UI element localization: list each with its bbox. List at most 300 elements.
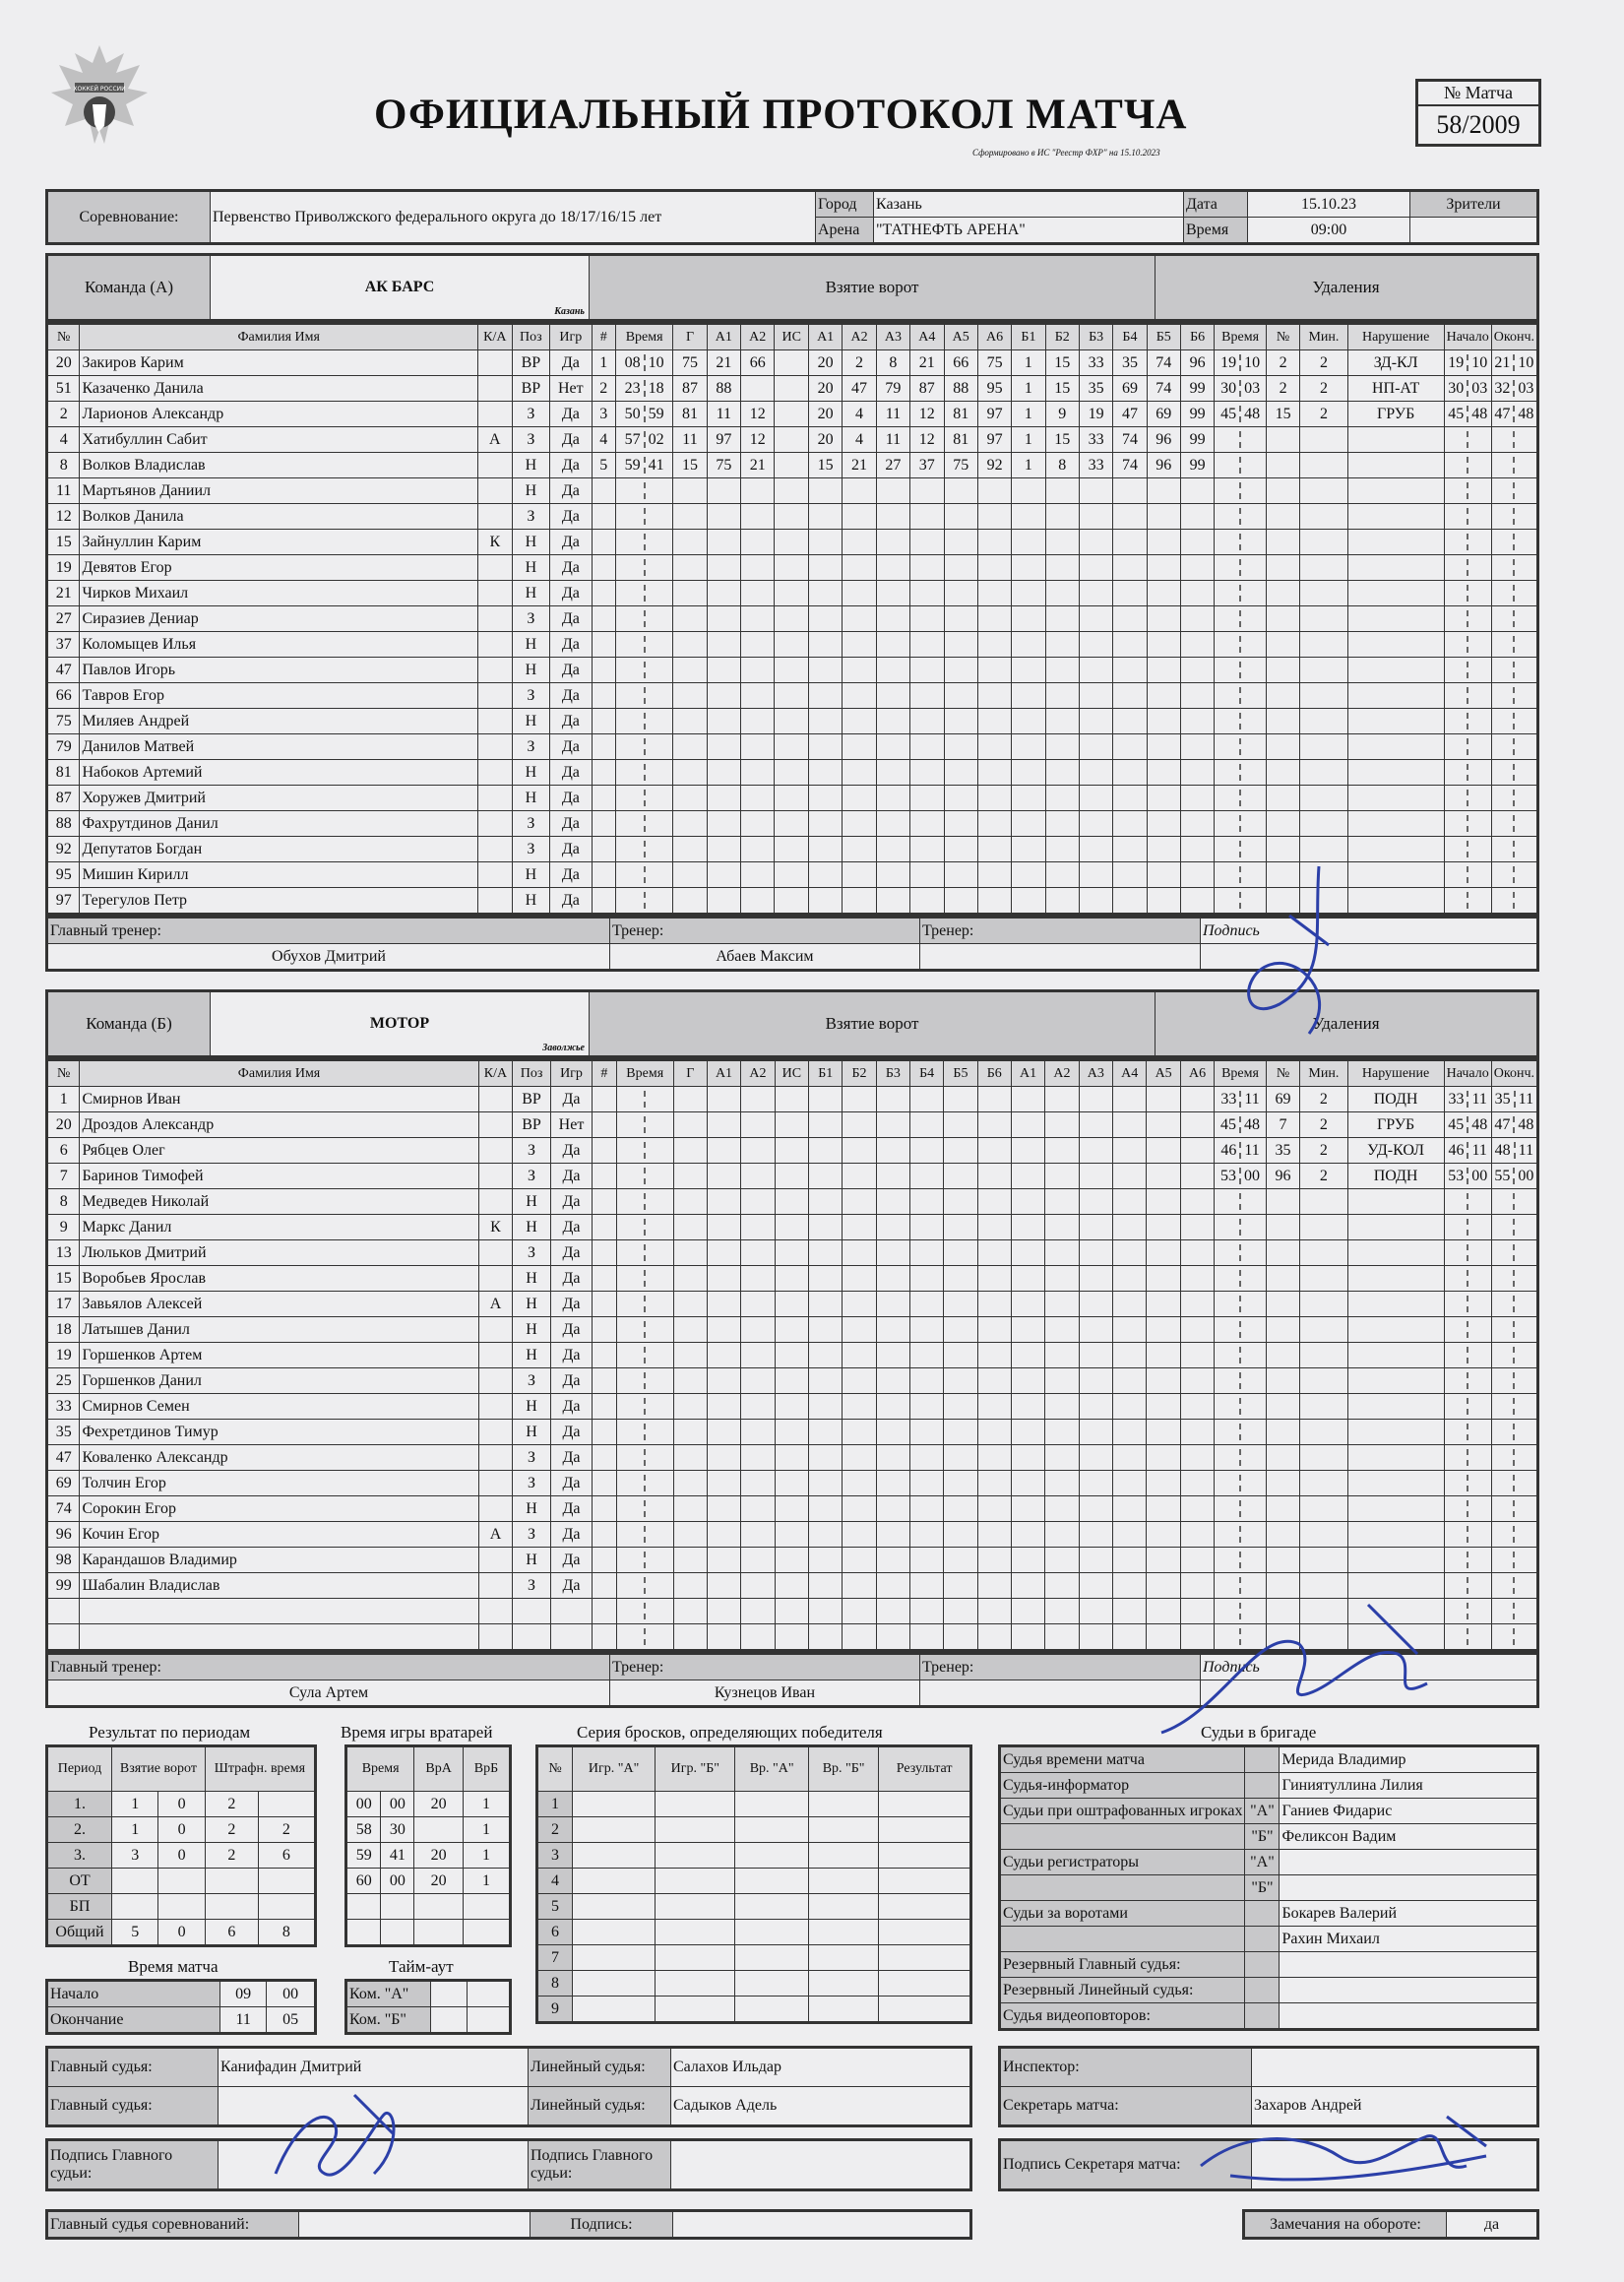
penalty-player <box>1266 1343 1299 1368</box>
goal-cell <box>775 1394 809 1420</box>
goal-cell <box>592 888 615 915</box>
table-row <box>47 1869 316 1894</box>
player-captain <box>477 350 512 376</box>
player-position: З <box>513 1573 550 1599</box>
goal-cell <box>775 427 809 453</box>
goal-cell <box>910 888 944 915</box>
penalty-minutes <box>1300 1292 1347 1317</box>
player-name: Мартьянов Даниил <box>80 478 478 504</box>
goal-cell <box>977 1445 1011 1471</box>
goal-cell <box>775 478 809 504</box>
penalty-start-sec <box>1467 713 1471 729</box>
goal-cell <box>673 837 707 862</box>
player-name: Мишин Кирилл <box>80 862 478 888</box>
goal-cell <box>1011 1292 1044 1317</box>
goal-cell: 92 <box>977 453 1011 478</box>
ref-team <box>1245 1773 1280 1799</box>
penalty-time <box>1215 1292 1267 1317</box>
table-row <box>537 1971 971 1997</box>
goal-cell <box>843 1624 876 1651</box>
signature-table <box>45 2138 972 2191</box>
goal-cell <box>1079 1624 1112 1651</box>
goal-time <box>616 1343 673 1368</box>
goal-cell <box>673 1138 707 1164</box>
shootout-title: Серия бросков, определяющих победителя <box>577 1723 883 1742</box>
goal-cell <box>1180 1471 1214 1496</box>
penalty-time <box>1215 1368 1267 1394</box>
goal-cell <box>910 606 944 632</box>
penalty-start-sec <box>1467 1603 1471 1619</box>
goal-cell <box>741 1317 775 1343</box>
goal-cell <box>944 786 977 811</box>
goal-cell: 74 <box>1113 453 1147 478</box>
goal-cell <box>944 1522 977 1548</box>
shootout-cell <box>879 1971 971 1997</box>
goal-cell <box>593 1445 616 1471</box>
goal-cell <box>673 530 707 555</box>
goal-time-sec <box>644 1116 649 1133</box>
goal-cell <box>977 1240 1011 1266</box>
goal-cell <box>1180 1522 1214 1548</box>
penalty-start <box>1444 1471 1491 1496</box>
goal-cell <box>1011 1522 1044 1548</box>
goal-cell <box>977 1164 1011 1189</box>
goal-cell <box>775 402 809 427</box>
goal-cell <box>592 632 615 658</box>
penalty-infraction <box>1347 453 1444 478</box>
penalty-end-sec: 00 <box>1513 1168 1533 1184</box>
goal-cell <box>707 1112 740 1138</box>
goal-cell <box>593 1394 616 1420</box>
goal-cell <box>809 1240 843 1266</box>
goal-cell <box>944 683 977 709</box>
secretary-signature <box>1191 2107 1506 2215</box>
penalty-time <box>1215 1189 1267 1215</box>
goal-cell <box>775 709 809 734</box>
goal-cell <box>910 555 944 581</box>
penalty-minutes <box>1300 1522 1347 1548</box>
goal-cell <box>1147 1087 1180 1112</box>
goal-cell <box>673 1112 707 1138</box>
penalty-minutes <box>1300 1317 1347 1343</box>
goal-cell <box>673 1445 707 1471</box>
goal-cell <box>1079 1292 1112 1317</box>
goal-cell <box>876 1471 909 1496</box>
goal-cell <box>1147 1112 1180 1138</box>
penalty-start-min: 30 <box>1448 379 1465 397</box>
goal-cell <box>876 1266 909 1292</box>
penalty-end <box>1491 453 1537 478</box>
player-position: Н <box>512 786 549 811</box>
goal-cell <box>1147 478 1180 504</box>
player-number: 20 <box>47 1112 80 1138</box>
penalty-end <box>1491 606 1537 632</box>
shootout-cell <box>808 1894 878 1920</box>
team-a-col-goal-17: Б6 <box>1180 324 1214 350</box>
goal-cell: 4 <box>843 427 876 453</box>
gk-value: 58 <box>346 1817 381 1843</box>
goal-cell: 33 <box>1079 350 1112 376</box>
goal-cell <box>876 862 909 888</box>
penalty-end-min: 55 <box>1494 1167 1511 1184</box>
goal-cell <box>876 1368 909 1394</box>
goal-cell <box>1012 760 1045 786</box>
player-captain <box>477 453 512 478</box>
goal-cell <box>741 837 775 862</box>
goal-time-sec <box>644 1526 649 1543</box>
goal-cell <box>910 786 944 811</box>
goal-cell <box>1147 581 1180 606</box>
goal-cell <box>1079 1548 1112 1573</box>
goal-cell: 87 <box>910 376 944 402</box>
coach-signature <box>1220 856 1368 1053</box>
penalty-time-sec <box>1239 1347 1244 1363</box>
player-name: Карандашов Владимир <box>80 1548 478 1573</box>
period-value: 2 <box>258 1817 315 1843</box>
penalty-time <box>1215 734 1267 760</box>
team-b-col-goal-3: А1 <box>707 1060 740 1087</box>
goal-cell <box>1180 1112 1214 1138</box>
team-b-goals-title: Взятие ворот <box>590 991 1156 1057</box>
timeout-b-label: Ком. "Б" <box>346 2007 431 2034</box>
penalty-start-sec <box>1467 1398 1471 1415</box>
goal-cell <box>741 1368 775 1394</box>
start-label: Начало <box>47 1981 220 2007</box>
penalty-time <box>1215 1164 1267 1189</box>
team-a-col-pen-4: Начало <box>1444 324 1491 350</box>
goal-cell <box>592 786 615 811</box>
goal-cell <box>1045 1624 1079 1651</box>
goal-cell <box>1011 1215 1044 1240</box>
goal-cell <box>707 1368 740 1394</box>
goal-cell: 88 <box>944 376 977 402</box>
goal-cell <box>1079 811 1112 837</box>
start-hh: 09 <box>220 1981 267 2007</box>
goal-cell <box>1011 1240 1044 1266</box>
goal-cell <box>910 530 944 555</box>
goal-time <box>616 1138 673 1164</box>
ref-role: Судья видеоповторов: <box>1000 2003 1245 2030</box>
goal-cell <box>1180 1266 1214 1292</box>
table-row <box>1000 1799 1538 1824</box>
goal-cell <box>1045 888 1079 915</box>
goal-cell <box>977 1292 1011 1317</box>
team-a-coach-label-2: Тренер: <box>920 918 1201 944</box>
player-played: Да <box>550 1087 592 1112</box>
goal-cell <box>1180 530 1214 555</box>
penalty-end <box>1491 1087 1537 1112</box>
goal-cell <box>1180 683 1214 709</box>
table-row <box>537 1843 971 1869</box>
goal-cell <box>1011 1624 1044 1651</box>
goal-cell <box>876 1292 909 1317</box>
goal-cell <box>775 1368 809 1394</box>
penalty-time <box>1215 1496 1267 1522</box>
penalty-infraction <box>1347 1522 1444 1548</box>
penalty-end <box>1491 376 1537 402</box>
penalty-time-sec <box>1239 482 1244 499</box>
penalty-end-sec: 48 <box>1513 406 1533 422</box>
goal-cell <box>1045 837 1079 862</box>
table-row <box>346 1869 511 1894</box>
shootout-col-3: Вр. "А" <box>735 1746 809 1792</box>
penalty-start-sec <box>1467 892 1471 909</box>
penalty-end-sec <box>1513 1244 1518 1261</box>
goal-cell <box>593 1343 616 1368</box>
goal-cell <box>1012 837 1045 862</box>
goal-cell <box>1079 1420 1112 1445</box>
goal-cell: 99 <box>1180 402 1214 427</box>
player-name: Закиров Карим <box>80 350 478 376</box>
player-number: 18 <box>47 1317 80 1343</box>
player-name: Смирнов Иван <box>80 1087 478 1112</box>
player-played: Да <box>550 350 592 376</box>
period-name: 3. <box>47 1843 112 1869</box>
goal-cell <box>1012 786 1045 811</box>
team-b-col-pen-2: Мин. <box>1300 1060 1347 1087</box>
goal-cell <box>808 632 842 658</box>
team-b-col-goal-1: Время <box>616 1060 673 1087</box>
table-row <box>47 1138 1538 1164</box>
goal-cell: 81 <box>944 402 977 427</box>
goal-cell <box>707 1522 740 1548</box>
goal-cell <box>1147 709 1180 734</box>
penalty-time-sec <box>1239 585 1244 602</box>
penalty-player <box>1266 581 1299 606</box>
team-b-col-pen-5: Оконч. <box>1491 1060 1537 1087</box>
penalty-infraction <box>1347 658 1444 683</box>
shootout-number: 3 <box>537 1843 573 1869</box>
penalty-start <box>1444 1445 1491 1471</box>
goal-cell <box>707 683 740 709</box>
goal-cell <box>808 888 842 915</box>
player-number: 7 <box>47 1164 80 1189</box>
penalty-time-sec: 00 <box>1239 1168 1260 1184</box>
penalty-time-sec <box>1239 738 1244 755</box>
team-a-col-goal-5: ИС <box>775 324 809 350</box>
table-row <box>47 376 1538 402</box>
penalty-start <box>1444 1522 1491 1548</box>
penalty-player <box>1266 1368 1299 1394</box>
penalty-start-min: 53 <box>1448 1167 1465 1184</box>
goal-time <box>615 683 672 709</box>
penalty-player <box>1266 555 1299 581</box>
penalty-end-sec <box>1513 610 1518 627</box>
goal-cell <box>775 530 809 555</box>
team-a-col-player-2: К/А <box>477 324 512 350</box>
penalty-start <box>1444 1138 1491 1164</box>
goal-cell <box>741 1215 775 1240</box>
goal-time-sec <box>644 866 649 883</box>
goal-cell <box>977 606 1011 632</box>
goal-cell <box>843 683 876 709</box>
goal-cell <box>977 1189 1011 1215</box>
goal-time-sec <box>644 1244 649 1261</box>
table-row <box>47 1817 316 1843</box>
player-captain <box>477 581 512 606</box>
goal-cell <box>1180 1394 1214 1420</box>
goal-time <box>616 1548 673 1573</box>
penalty-minutes <box>1300 1215 1347 1240</box>
goal-cell <box>707 1573 740 1599</box>
player-number: 95 <box>47 862 80 888</box>
team-b-col-goal-16: А5 <box>1147 1060 1180 1087</box>
goal-cell: 8 <box>1045 453 1079 478</box>
refs-table <box>998 1744 1539 2031</box>
goal-time <box>615 862 672 888</box>
goal-cell <box>673 1292 707 1317</box>
goal-time-sec <box>644 1091 649 1108</box>
gk-value <box>346 1920 381 1946</box>
table-row <box>47 1420 1538 1445</box>
goal-cell <box>1180 1317 1214 1343</box>
goal-cell <box>909 1599 943 1624</box>
player-position: Н <box>512 581 549 606</box>
penalty-start-sec <box>1467 1321 1471 1338</box>
goal-cell <box>1045 1189 1079 1215</box>
goal-cell <box>1113 1266 1147 1292</box>
goal-cell <box>977 478 1011 504</box>
shootout-cell <box>573 1945 656 1971</box>
player-number: 2 <box>47 402 80 427</box>
penalty-start <box>1444 1368 1491 1394</box>
goal-cell <box>593 1215 616 1240</box>
goal-cell <box>977 760 1011 786</box>
goal-cell <box>1045 1164 1079 1189</box>
penalty-end <box>1491 1368 1537 1394</box>
goal-time-sec <box>644 1372 649 1389</box>
penalty-end-sec <box>1513 1449 1518 1466</box>
goal-cell <box>707 1266 740 1292</box>
team-a-col-goal-7: А2 <box>843 324 876 350</box>
goal-cell <box>977 1548 1011 1573</box>
shootout-col-5: Результат <box>879 1746 971 1792</box>
goal-cell <box>944 811 977 837</box>
penalty-infraction <box>1347 1189 1444 1215</box>
shootout-number: 8 <box>537 1971 573 1997</box>
gk-value: 1 <box>463 1869 510 1894</box>
goal-cell <box>1113 1548 1147 1573</box>
player-played: Да <box>550 760 592 786</box>
player-name: Горшенков Артем <box>80 1343 478 1368</box>
penalty-player: 35 <box>1266 1138 1299 1164</box>
goal-cell <box>741 1471 775 1496</box>
gk-value: 1 <box>463 1817 510 1843</box>
penalty-time-sec <box>1239 1398 1244 1415</box>
player-captain <box>477 683 512 709</box>
goal-cell <box>1012 888 1045 915</box>
penalty-minutes <box>1300 1189 1347 1215</box>
team-b-coach-label-1: Тренер: <box>610 1654 920 1680</box>
player-played: Да <box>550 1164 592 1189</box>
goal-cell <box>1045 1317 1079 1343</box>
penalty-minutes <box>1300 811 1347 837</box>
team-b-col-goal-12: А1 <box>1011 1060 1044 1087</box>
player-played <box>550 1599 592 1624</box>
goal-cell <box>1113 504 1147 530</box>
ref-name: Бокарев Валерий <box>1280 1901 1538 1927</box>
team-b-head-coach: Сула Артем <box>47 1680 610 1707</box>
goal-cell <box>876 760 909 786</box>
player-played: Да <box>550 478 592 504</box>
penalty-time-sec <box>1239 815 1244 832</box>
goal-cell <box>1113 1164 1147 1189</box>
penalty-infraction: УД-КОЛ <box>1347 1138 1444 1164</box>
goal-cell <box>909 1420 943 1445</box>
player-number: 8 <box>47 1189 80 1215</box>
goal-cell <box>808 734 842 760</box>
goal-cell <box>1180 1138 1214 1164</box>
shootout-cell <box>573 1920 656 1945</box>
goal-cell: 87 <box>673 376 707 402</box>
team-a-col-pen-0: Время <box>1215 324 1267 350</box>
team-b-col-player-1: Фамилия Имя <box>80 1060 478 1087</box>
goal-cell <box>741 1087 775 1112</box>
goal-cell <box>1079 504 1112 530</box>
penalty-time-sec <box>1239 1372 1244 1389</box>
goal-cell <box>673 1317 707 1343</box>
period-value <box>258 1894 315 1920</box>
table-row <box>1000 1952 1538 1978</box>
period-value <box>112 1894 158 1920</box>
spectators <box>1410 218 1538 244</box>
goal-cell <box>909 1164 943 1189</box>
goal-cell: 21 <box>843 453 876 478</box>
player-played: Да <box>550 530 592 555</box>
goal-cell <box>876 555 909 581</box>
penalty-infraction <box>1347 683 1444 709</box>
shootout-col-2: Игр. "Б" <box>656 1746 735 1792</box>
shootout-cell <box>735 1945 809 1971</box>
goal-cell <box>775 581 809 606</box>
goal-cell <box>593 1420 616 1445</box>
goal-cell <box>741 1573 775 1599</box>
penalty-time-sec <box>1239 713 1244 729</box>
period-value: 1 <box>112 1792 158 1817</box>
penalty-minutes <box>1300 1394 1347 1420</box>
goal-time <box>615 658 672 683</box>
goal-cell <box>977 632 1011 658</box>
goal-cell <box>673 1189 707 1215</box>
goal-cell <box>876 709 909 734</box>
player-number: 47 <box>47 658 80 683</box>
goal-cell <box>876 478 909 504</box>
player-number: 88 <box>47 811 80 837</box>
goal-time-sec <box>644 790 649 806</box>
ref-role: Резервный Главный судья: <box>1000 1952 1245 1978</box>
goal-cell <box>707 1471 740 1496</box>
player-played: Да <box>550 606 592 632</box>
player-captain <box>478 1471 513 1496</box>
goal-time <box>616 1266 673 1292</box>
player-number: 99 <box>47 1573 80 1599</box>
player-name: Волков Владислав <box>80 453 478 478</box>
penalty-start <box>1444 1420 1491 1445</box>
goal-cell <box>1079 555 1112 581</box>
penalty-end-min: 32 <box>1494 379 1511 397</box>
goal-cell <box>1011 1599 1044 1624</box>
goal-cell <box>741 811 775 837</box>
player-captain <box>478 1368 513 1394</box>
penalty-start-sec <box>1467 1219 1471 1236</box>
penalty-start <box>1444 683 1491 709</box>
penalty-time <box>1215 632 1267 658</box>
goal-cell <box>876 1522 909 1548</box>
goal-cell <box>876 1112 909 1138</box>
player-captain: А <box>477 427 512 453</box>
goal-time <box>616 1292 673 1317</box>
competition-ref-table <box>45 2209 972 2240</box>
